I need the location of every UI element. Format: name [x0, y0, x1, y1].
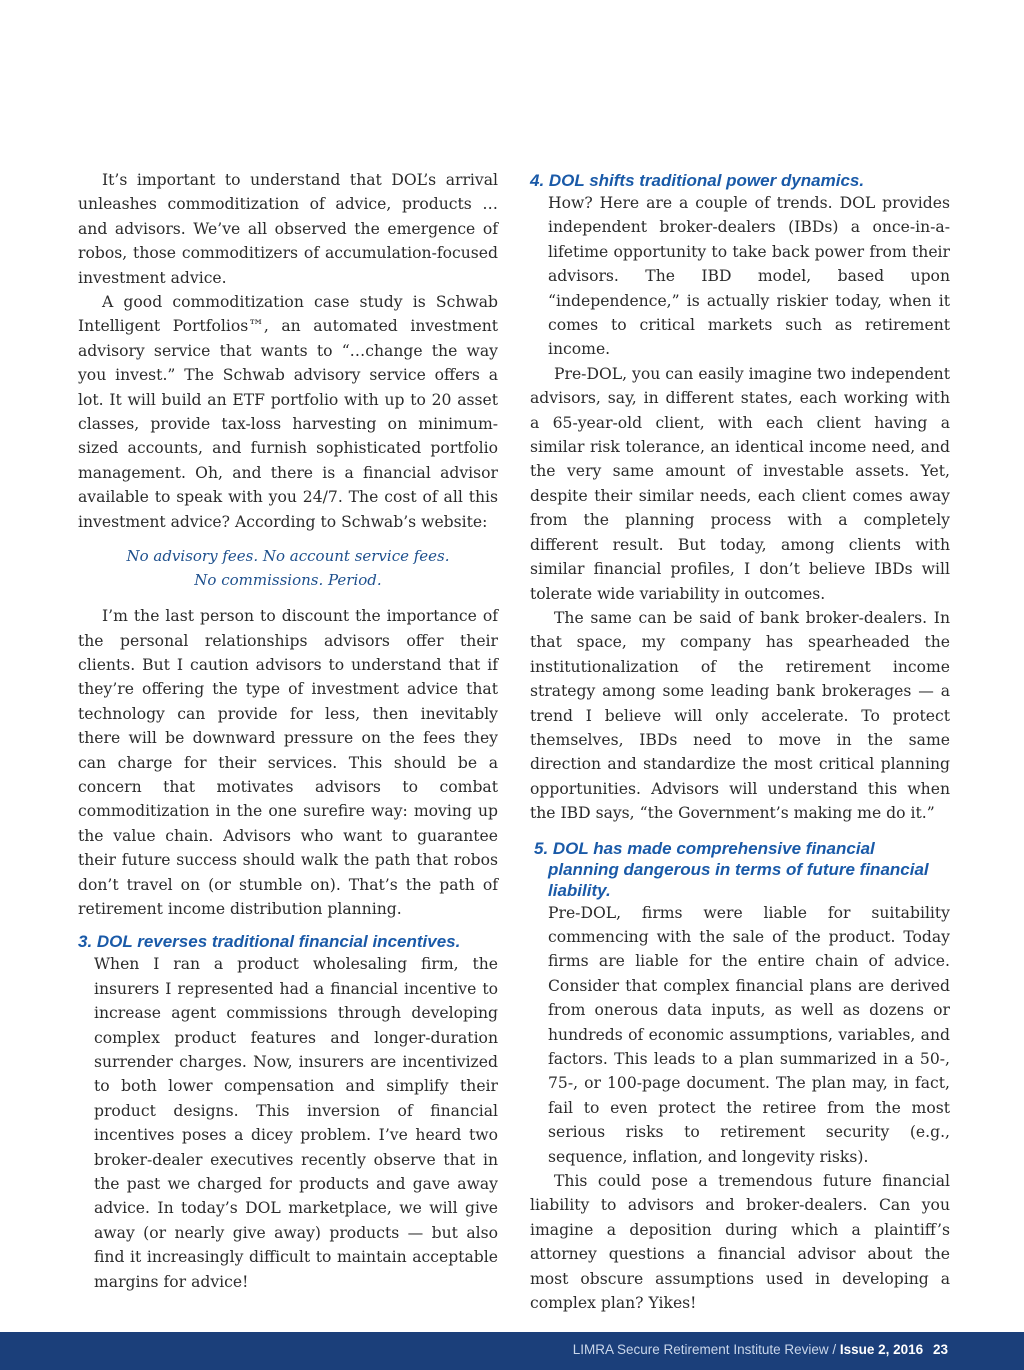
paragraph: This could pose a tremendous future financial liability to advisors and broker-dealers. Can you imagine a deposition during which a plaintiff’s attorney questions a financial advisor about the most obscure assumptions used in developing a complex plan? Yikes!	[530, 1172, 950, 1313]
section-heading-4: 4. DOL shifts traditional power dynamics.	[530, 171, 865, 190]
publication-name: LIMRA Secure Retirement Institute Review /	[572, 1342, 837, 1357]
pull-quote	[78, 544, 498, 592]
footer-text	[573, 1342, 948, 1357]
issue-label: Issue 2, 2016	[839, 1342, 924, 1357]
paragraph: Pre-DOL, you can easily imagine two independent advisors, say, in different states, each working with a 65-year-old client, with each client having a similar risk tolerance, an identical income need, and the very same amount of investable assets. Yet, despite their similar needs, each client comes away from the planning process with a completely different result. But today, among clients with similar financial profiles, I don’t believe IBDs will tolerate wide variability in outcomes.	[530, 364, 950, 603]
paragraph: When I ran a product wholesaling firm, the insurers I represented had a financial incentive to increase agent commissions through developing complex product features and longer-duration surrender charges. Now, insurers are incentivized to both lower compensation and simplify their product designs. This inversion of financial incentives poses a dicey problem. I’ve heard two broker-dealer executives recently observe that in the past we charged for products and gave away advice. In today’s DOL marketplace, we will give away (or nearly give away) products — but also find it increasingly difficult to maintain acceptable margins for advice!	[94, 955, 498, 1291]
paragraph: It’s important to understand that DOL’s arrival unleashes commoditization of advice, products … and advisors. We’ve all observed the emergence of robos, those commoditizers of accumulation-focused investment advice.	[78, 171, 498, 287]
section-heading-3: 3. DOL reverses traditional financial incentives.	[78, 932, 461, 952]
paragraph: I’m the last person to discount the importance of the personal relationships advisors offer their clients. But I caution advisors to understand that if they’re offering the type of investment advice that technology can provide for less, then inevitably there will be downward pressure on the fees they can charge for their services. This should be a concern that motivates advisors to combat commoditization in the one surefire way: moving up the value chain. Advisors who want to guarantee their future success should walk the path that robos don’t travel on (or stumble on). That’s the path of retirement income distribution planning.	[78, 607, 498, 918]
paragraph: How? Here are a couple of trends. DOL provides independent broker-dealers (IBDs) a once-in-a-lifetime opportunity to take back power from their advisors. The IBD model, based upon “independence,” is actually riskier today, when it comes to critical markets such as retirement income.	[548, 194, 950, 359]
quote-line: No advisory fees. No account service fees.	[126, 547, 450, 566]
page-number: 23	[932, 1342, 948, 1357]
footer-bar	[0, 1332, 1024, 1370]
right-column	[530, 168, 950, 1315]
paragraph: The same can be said of bank broker-dealers. In that space, my company has spearheaded the institutionalization of the retirement income strategy among some leading bank brokerages — a trend I believe will only accelerate. To protect themselves, IBDs need to move in the same direction and standardize the most critical planning opportunities. Advisors will understand this when the IBD says, “the Government’s making me do it.”	[530, 608, 950, 823]
section-heading-5: 5. DOL has made comprehensive financial planning dangerous in terms of future financial liability.	[534, 838, 929, 900]
left-column	[78, 168, 498, 1294]
paragraph: Pre-DOL, firms were liable for suitability commencing with the sale of the product. Today firms are liable for the entire chain of advice. Consider that complex financial plans are derived from onerous data inputs, as well as dozens or hundreds of economic assumptions, variables, and factors. This leads to a plan summarized in a 50-, 75-, or 100-page document. The plan may, in fact, fail to even protect the retiree from the most serious risks to retirement security (e.g., sequence, inflation, and longevity risks).	[548, 903, 950, 1166]
quote-line: No commissions. Period.	[194, 571, 382, 590]
paragraph: A good commoditization case study is Schwab Intelligent Portfolios™, an automated investment advisory service that wants to “…change the way you invest.” The Schwab advisory service offers a lot. It will build an ETF portfolio with up to 20 asset classes, provide tax-loss harvesting on minimum-sized accounts, and furnish sophisticated portfolio management. Oh, and there is a financial advisor available to speak with you 24/7. The cost of all this investment advice? According to Schwab’s website:	[78, 293, 498, 531]
